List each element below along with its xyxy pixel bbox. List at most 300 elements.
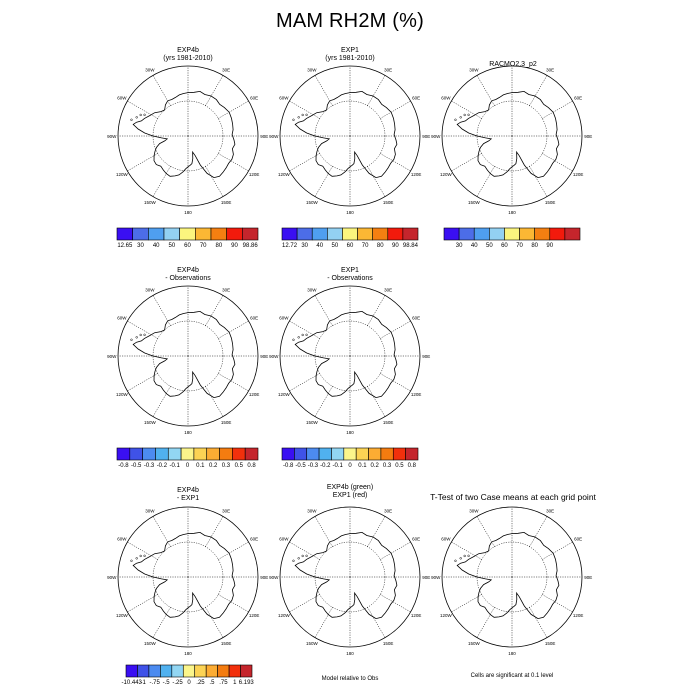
map-rim [280,66,420,206]
colorbar-tick-label: 12.72 [282,243,298,249]
colorbar-swatch [143,448,156,460]
map-graphics [269,286,430,435]
colorbar-tick-label: 60 [184,243,191,249]
latitude-circle [153,101,223,171]
meridian-line [477,607,495,637]
longitude-label: 120W [116,171,128,177]
colorbar-tick-label: .25 [196,680,205,686]
latitude-circle [315,101,385,171]
meridian-line [289,154,319,172]
colorbar-swatch [369,448,381,460]
island-mark [302,114,304,116]
longitude-label: 90E [422,353,431,359]
longitude-label: 150E [220,199,232,205]
colorbar-swatch [211,228,227,240]
antarctica-coastline [295,91,397,177]
longitude-label: 180 [184,651,192,657]
colorbar [125,664,253,678]
meridian-line [153,516,171,546]
longitude-label: 30W [469,67,479,73]
map-rim [118,507,258,647]
meridian-line [315,295,333,325]
longitude-label: 150E [544,640,556,646]
longitude-label: 90W [269,574,279,580]
colorbar-tick-label: -0.8 [283,463,294,469]
colorbar-swatch [168,448,181,460]
island-mark [293,560,295,562]
longitude-label: 30W [307,508,317,514]
colorbar-tick-label: 1 [233,680,237,686]
meridian-line [127,595,157,613]
meridian-line [127,374,157,392]
map-rim [442,66,582,206]
colorbar-tick-label: -0.3 [143,463,155,469]
meridian-line [368,166,386,196]
colorbar-swatch [117,448,130,460]
panel-title-line2: (yrs 1981-2010) [163,55,213,62]
longitude-label: 60E [250,95,259,101]
longitude-label: 90W [431,133,441,139]
meridian-line [206,75,224,105]
colorbar-tick-label: 0.8 [247,463,256,469]
longitude-label: 150W [305,419,318,425]
panel-title-line1: EXP4b [177,267,199,274]
colorbar-tick-label: -0.2 [156,463,168,469]
meridian-line [289,542,319,560]
colorbar-tick-label: 30 [137,243,144,249]
colorbar-swatch [319,448,331,460]
longitude-label: 60W [279,315,289,321]
meridian-line [315,607,333,637]
panel-title-line1: EXP4b [177,47,199,54]
meridian-line [542,101,572,119]
colorbar-tick-label: 30 [455,243,463,249]
longitude-label: 120E [248,391,260,397]
map-rim [118,66,258,206]
meridian-line [218,542,248,560]
meridian-line [542,154,572,172]
meridian-line [530,166,548,196]
colorbar-swatch [181,448,194,460]
colorbar-tick-label: -0.8 [118,463,129,469]
longitude-label: 60W [117,95,127,101]
meridian-line [218,101,248,119]
meridian-line [530,607,548,637]
colorbar-swatch [444,228,459,240]
colorbar-swatch [117,228,133,240]
island-mark [131,119,133,121]
colorbar-swatch [331,448,343,460]
colorbar-tick-label: 40 [470,243,478,249]
colorbar-swatch [155,448,168,460]
longitude-label: 120W [278,391,290,397]
meridian-line [477,516,495,546]
colorbar-swatch [489,228,504,240]
colorbar-tick-label: 0.5 [395,463,404,469]
longitude-label: 30E [222,67,231,73]
panel-title-line1: RACMO2.3_p2 [489,61,537,68]
colorbar-swatch [227,228,243,240]
island-mark [306,114,308,116]
colorbar-tick-label: 70 [361,243,369,249]
longitude-label: 150E [220,640,232,646]
colorbar-swatch [307,448,319,460]
colorbar-swatch [148,228,164,240]
longitude-label: 180 [346,430,354,436]
latitude-circle [153,542,223,612]
latitude-circle [315,321,385,391]
colorbar-swatch [241,665,252,677]
longitude-label: 150W [467,640,480,646]
island-mark [293,339,295,341]
colorbar-tick-label: 0.1 [358,463,367,469]
longitude-label: 90W [107,133,117,139]
island-mark [136,557,138,559]
colorbar-tick-label: 0.2 [370,463,379,469]
longitude-label: 120E [248,612,260,618]
longitude-label: 90E [584,574,593,580]
meridian-line [542,542,572,560]
colorbar-tick-label: 50 [485,243,493,249]
colorbar-swatch [393,448,405,460]
longitude-label: 60E [412,536,421,542]
meridian-line [380,321,410,339]
meridian-line [315,386,333,416]
colorbar-swatch [245,448,258,460]
meridian-line [153,607,171,637]
meridian-line [380,154,410,172]
map-rim [280,507,420,647]
island-mark [455,119,457,121]
meridian-line [542,595,572,613]
longitude-label: 30E [546,67,555,73]
map-graphics [269,507,430,656]
colorbar-tick-label: 40 [152,243,160,249]
meridian-line [451,595,481,613]
colorbar-tick-label: 70 [199,243,207,249]
meridian-line [153,295,171,325]
longitude-label: 120E [572,612,584,618]
longitude-label: 60E [412,95,421,101]
colorbar-swatch [194,448,207,460]
meridian-line [218,154,248,172]
colorbar-tick-label: 0.2 [208,463,218,469]
colorbar-swatch [229,665,240,677]
panel-title-line1: EXP4b (green) [326,484,374,491]
colorbar-tick-label: 90 [391,243,399,249]
antarctica-coastline [295,532,397,618]
island-mark [140,114,142,116]
colorbar-tick-label: 60 [346,243,354,249]
colorbar-swatch [218,665,229,677]
colorbar-swatch [520,228,535,240]
colorbar-tick-label: 6.193 [238,680,254,686]
island-mark [293,119,295,121]
island-mark [140,555,142,557]
meridian-line [289,101,319,119]
island-mark [468,555,470,557]
colorbar-tick-label: 0.1 [196,463,205,469]
island-mark [144,555,146,557]
longitude-label: 150E [544,199,556,205]
colorbar-swatch [195,665,206,677]
island-mark [298,116,300,118]
colorbar-tick-label: 98.86 [242,243,258,249]
island-mark [131,339,133,341]
colorbar-tick-label: -0.2 [320,463,331,469]
panel-title-line1: EXP4b [177,487,199,494]
meridian-line [218,374,248,392]
colorbar-swatch [195,228,211,240]
island-mark [464,114,466,116]
colorbar [281,447,419,461]
meridian-line [206,607,224,637]
colorbar-tick-label: 30 [301,243,308,249]
longitude-label: 180 [346,651,354,657]
colorbar-tick-label: 80 [215,243,223,249]
colorbar-swatch [459,228,474,240]
antarctica-coastline [133,532,235,618]
colorbar [281,227,419,241]
colorbar-tick-label: -0.1 [169,463,180,469]
colorbar-tick-label: 0.5 [234,463,243,469]
colorbar-swatch [388,228,403,240]
colorbar-tick-label: 0.3 [221,463,231,469]
longitude-label: 120E [572,171,584,177]
longitude-label: 60W [279,95,289,101]
colorbar-swatch [406,448,418,460]
longitude-label: 60W [117,536,127,542]
colorbar-tick-label: 40 [316,243,324,249]
meridian-line [218,595,248,613]
meridian-line [153,166,171,196]
note-cells-significant: Cells are significant at 0.1 level [470,673,554,679]
meridian-line [206,516,224,546]
island-mark [302,334,304,336]
colorbar-swatch [242,228,258,240]
panel-title-exp1-obs [250,267,450,283]
colorbar-tick-label: 80 [531,243,538,249]
longitude-label: 60E [250,536,259,542]
longitude-label: 90W [269,353,279,359]
colorbar [116,447,259,461]
antarctica-coastline [457,91,559,177]
panel-title-racmo [413,61,613,69]
longitude-label: 150E [382,199,394,205]
island-mark [298,557,300,559]
colorbar-swatch [297,228,312,240]
colorbar-swatch [220,448,233,460]
colorbar-tick-label: 90 [546,243,554,249]
longitude-label: 30E [384,67,393,73]
longitude-label: 30E [222,287,231,293]
meridian-line [368,295,386,325]
meridian-line [368,516,386,546]
colorbar-tick-label: 50 [331,243,339,249]
meridian-line [451,154,481,172]
longitude-label: 30W [145,67,155,73]
longitude-label: 150E [382,419,394,425]
colorbar-tick-label: -.25 [172,680,183,686]
meridian-line [289,321,319,339]
colorbar-swatch [207,448,220,460]
colorbar-swatch [550,228,565,240]
longitude-label: 60W [441,95,451,101]
meridian-line [218,321,248,339]
colorbar-tick-label: -.75 [149,680,160,686]
longitude-label: 30E [384,287,393,293]
longitude-label: 90E [260,353,269,359]
longitude-label: 30W [145,287,155,293]
colorbar-tick-label: -0.1 [332,463,343,469]
colorbar-tick-label: 0 [187,680,191,686]
colorbar-tick-label: 0 [348,463,352,469]
meridian-line [315,166,333,196]
map-graphics [431,507,592,656]
colorbar-tick-label: 90 [231,243,238,249]
meridian-line [153,386,171,416]
longitude-label: 60E [412,315,421,321]
colorbar-tick-label: 60 [501,243,508,249]
longitude-label: 120W [440,612,452,618]
colorbar-tick-label: 0 [185,463,190,469]
map-graphics [107,286,268,435]
longitude-label: 30E [384,508,393,514]
colorbar-swatch [183,665,194,677]
map-graphics [269,66,430,215]
meridian-line [289,374,319,392]
colorbar-swatch [282,228,297,240]
meridian-line [380,374,410,392]
colorbar-tick-label: -10.443 [121,680,142,686]
longitude-label: 30E [546,508,555,514]
colorbar-tick-label: .75 [219,680,228,686]
colorbar-tick-label: -0.3 [307,463,319,469]
longitude-label: 30W [307,67,317,73]
colorbar-tick-label: -1 [140,680,146,686]
colorbar-swatch [137,665,148,677]
map-rim [118,286,258,426]
island-mark [460,557,462,559]
island-mark [136,116,138,118]
colorbar-tick-label: 50 [168,243,176,249]
island-mark [468,114,470,116]
longitude-label: 30W [469,508,479,514]
longitude-label: 60E [574,536,583,542]
antarctica-coastline [457,532,559,618]
longitude-label: 90E [422,133,431,139]
meridian-line [127,154,157,172]
antarctica-coastline [133,311,235,397]
longitude-label: 120W [278,171,290,177]
map-rim [280,286,420,426]
island-mark [460,116,462,118]
longitude-label: 90W [107,353,117,359]
meridian-line [380,542,410,560]
colorbar-swatch [344,448,356,460]
longitude-label: 60E [250,315,259,321]
latitude-circle [315,542,385,612]
island-mark [136,336,138,338]
antarctica-coastline [295,311,397,397]
longitude-label: 30W [145,508,155,514]
longitude-label: 120E [410,612,422,618]
island-mark [144,114,146,116]
longitude-label: 180 [508,210,516,216]
island-mark [298,336,300,338]
longitude-label: 150W [143,419,156,425]
colorbar-swatch [342,228,357,240]
colorbar-swatch [356,448,368,460]
meridian-line [380,101,410,119]
colorbar-swatch [206,665,217,677]
panel-title-line1: T-Test of two Case means at each grid point [430,492,596,502]
colorbar-tick-label: 80 [376,243,384,249]
meridian-line [380,595,410,613]
colorbar-swatch [180,228,196,240]
colorbar-swatch [232,448,245,460]
colorbar-swatch [327,228,342,240]
island-mark [464,555,466,557]
panel-title-line2: EXP1 (red) [332,492,368,499]
longitude-label: 150W [143,199,156,205]
meridian-line [451,101,481,119]
colorbar-swatch [160,665,171,677]
meridian-line [530,75,548,105]
longitude-label: 120W [116,391,128,397]
longitude-label: 90E [584,133,593,139]
meridian-line [451,542,481,560]
colorbar [443,227,581,241]
colorbar-swatch [312,228,327,240]
colorbar-swatch [381,448,393,460]
panel-title-line2: - Observations [165,275,211,282]
longitude-label: 180 [184,210,192,216]
meridian-line [368,75,386,105]
map-graphics [431,66,592,215]
island-mark [306,334,308,336]
longitude-label: 60W [279,536,289,542]
colorbar-swatch [373,228,388,240]
colorbar-tick-label: -0.5 [131,463,142,469]
meridian-line [153,75,171,105]
island-mark [455,560,457,562]
colorbar-swatch [535,228,550,240]
colorbar-tick-label: 0.3 [382,463,392,469]
colorbar-tick-label: -0.5 [295,463,306,469]
note-model-relative: Model relative to Obs [321,676,379,682]
map-graphics [107,507,268,656]
longitude-label: 180 [346,210,354,216]
meridian-line [477,75,495,105]
meridian-line [368,607,386,637]
colorbar-swatch [149,665,160,677]
panel-title-line2: - Observations [327,275,373,282]
longitude-label: 180 [508,651,516,657]
longitude-label: 150E [382,640,394,646]
colorbar-swatch [403,228,418,240]
longitude-label: 120W [278,612,290,618]
colorbar-tick-label: 0.8 [407,463,416,469]
panel-title-line1: EXP1 [341,47,359,54]
longitude-label: 90E [260,133,269,139]
longitude-label: 180 [184,430,192,436]
longitude-label: 120W [116,612,128,618]
longitude-label: 120E [410,171,422,177]
colorbar-swatch [172,665,183,677]
colorbar-swatch [130,448,143,460]
colorbar-swatch [282,448,294,460]
